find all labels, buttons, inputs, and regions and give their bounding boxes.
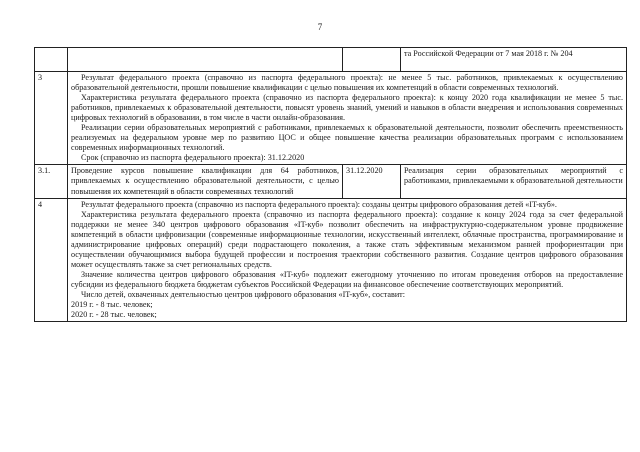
row-number: 3 [35, 72, 68, 165]
page-number: 7 [317, 22, 323, 32]
cell-decree-reference: та Российской Федерации от 7 мая 2018 г. № 204 [401, 48, 627, 72]
table-row-continued [35, 48, 627, 72]
plan-table [34, 47, 627, 322]
paragraph-characteristic: Характеристика результата федерального проекта (справочно из паспорта федерального проекта): к концу 2020 года квалификации не менее 5 тыс. работников, привлекаемых к образовательной деятельности, повысят уровень знаний, умений и навыков в области внедрения и использования современных цифровых технологий в образовании, в том числе в части онлайн-образования. [71, 93, 623, 123]
table-row-4 [35, 198, 627, 322]
table-row-3 [35, 72, 627, 165]
cell-description-empty [68, 48, 343, 72]
row-number: 3.1. [35, 165, 68, 198]
cell-number-empty [35, 48, 68, 72]
paragraph-characteristic: Характеристика результата федерального проекта (справочно из паспорта федерального проекта): создание к концу 2024 года за счет федеральной поддержки не менее 340 центров цифрового образования «IT-куб» позволит обеспечить на инфраструктурно-содержательном уровне продвижение компетенций в области цифровизации (современные информационные технологии, искусственный интеллект, облачные пространства, программирование и администрирование цифровых операций) среди подрастающего поколения, а также стать эффективным механизмом ранней профориентации при осуществлении обучающимися выбора будущей профессии и построения траектории собственного развития. Создание центров цифрового образования может осуществлять также за счет региональных средств. [71, 209, 623, 269]
cell-activity-description: Проведение курсов повышение квалификации для 64 работников, привлекаемых к осуществлению образовательной деятельности, с целью повышения их компетенций в области современных технологий [68, 165, 343, 198]
paragraph-implementation: Реализации серии образовательных мероприятий с работниками, привлекаемых к образовательной деятельности, позволит обеспечить преемственность реализуемых на федеральном уровне мер по развитию ЦОС и общее повышение качества реализации образовательных программ с использованием современных информационных технологий. [71, 123, 623, 153]
table-row-3-1 [35, 165, 627, 198]
paragraph-children-count: Число детей, охваченных деятельностью центров цифрового образования «IT-куб», составит: [81, 289, 405, 299]
paragraph-quantity-note: Значение количества центров цифрового образования «IT-куб» подлежит ежегодному уточнению по итогам проведения отборов на предоставление субсидии из федерального бюджета бюджетам субъектов Российской Федерации на финансовое обеспечение соответствующих мероприятий. [71, 269, 623, 289]
paragraph-result: Результат федерального проекта (справочно из паспорта федерального проекта): не менее 5 тыс. работников, привлекаемых к осуществлению образовательной деятельности, прошли повышение квалификации с целью повышения их компетенций в области современных технологий. [71, 73, 623, 93]
cell-expected-result: Реализация серии образовательных мероприятий с работниками, привлекаемыми к образовательной деятельности [401, 165, 627, 198]
row-number: 4 [35, 198, 68, 322]
cell-date: 31.12.2020 [343, 165, 401, 198]
year-line-2019: 2019 г. - 8 тыс. человек; [71, 300, 153, 310]
paragraph-result: Результат федерального проекта (справочно из паспорта федерального проекта): созданы центры цифрового образования детей «IT-куб». [81, 199, 557, 209]
row-3-content [68, 72, 627, 165]
paragraph-deadline: Срок (справочно из паспорта федерального проекта): 31.12.2020 [81, 153, 305, 163]
row-4-content [68, 198, 627, 322]
cell-date-empty [343, 48, 401, 72]
year-line-2020: 2020 г. - 28 тыс. человек; [71, 310, 157, 320]
